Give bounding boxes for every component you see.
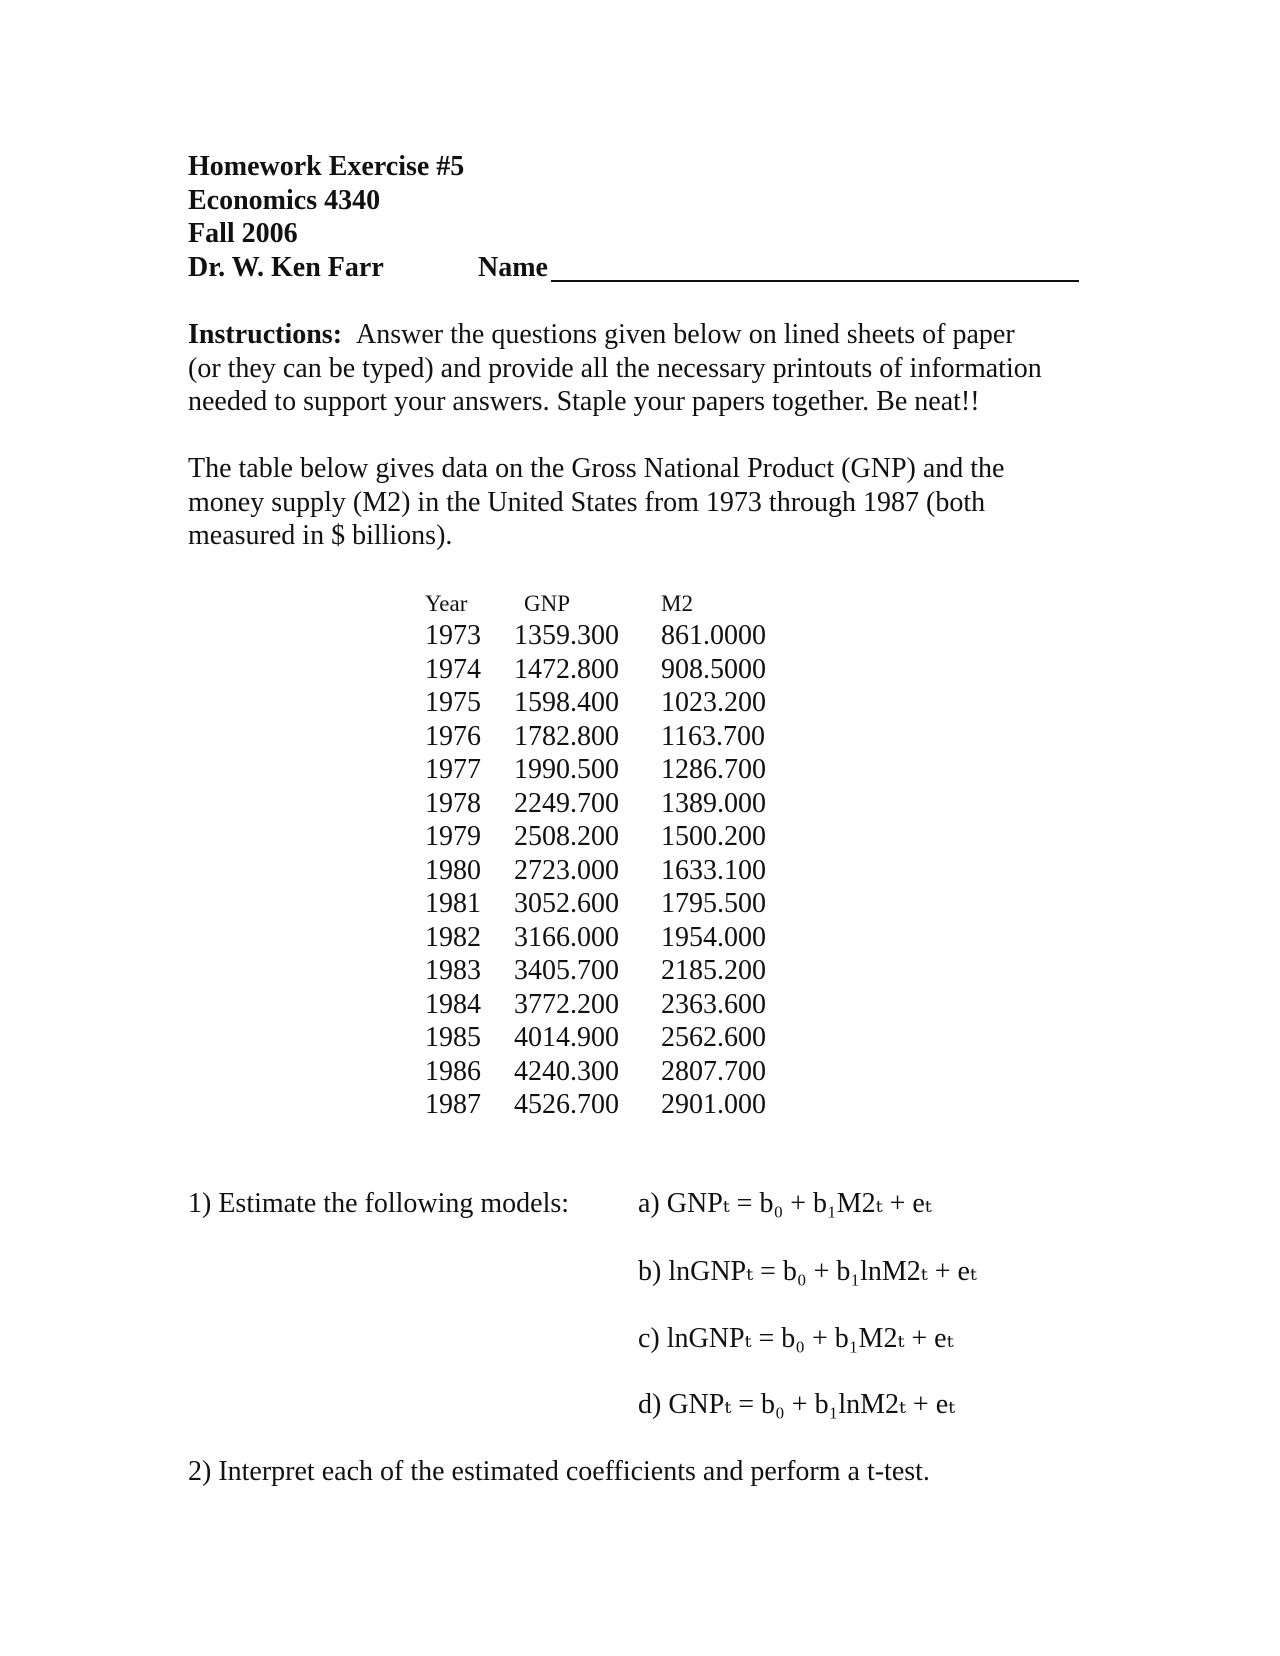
- instructions-text-1: Answer the questions given below on lined sheets of paper: [356, 319, 1015, 350]
- cell-year: 1979: [425, 821, 481, 852]
- cell-gnp: 2508.200: [514, 821, 619, 852]
- header-gnp: GNP: [524, 591, 571, 616]
- cell-year: 1986: [425, 1055, 481, 1087]
- cell-m2: 2807.700: [661, 1055, 766, 1087]
- question-1: 1) Estimate the following models:: [188, 1188, 570, 1219]
- cell-gnp: 4014.900: [514, 1022, 619, 1053]
- model-a: a) GNPₜ = b₀ + b₁M2ₜ + eₜ: [638, 1188, 932, 1219]
- cell-year: 1980: [425, 854, 481, 886]
- instructions-line-3: needed to support your answers. Staple your papers together. Be neat!!: [188, 386, 980, 417]
- cell-m2: 1954.000: [661, 921, 766, 953]
- cell-year: 1976: [425, 720, 481, 752]
- instructions-line-1: [188, 318, 1088, 352]
- cell-m2: 1023.200: [661, 687, 766, 718]
- course-number: Economics 4340: [188, 184, 381, 216]
- instructions-paragraph: [188, 318, 1088, 419]
- cell-m2: 2562.600: [661, 1022, 766, 1053]
- cell-m2: 908.5000: [661, 653, 766, 685]
- document-header: [188, 150, 548, 284]
- cell-year: 1987: [425, 1089, 481, 1120]
- model-c: c) lnGNPₜ = b₀ + b₁M2ₜ + eₜ: [638, 1323, 954, 1354]
- cell-gnp: 3772.200: [514, 988, 619, 1020]
- model-b: b) lnGNPₜ = b₀ + b₁lnM2ₜ + eₜ: [638, 1256, 977, 1287]
- cell-m2: 1286.700: [661, 754, 766, 785]
- instructor-line: [188, 251, 548, 285]
- cell-m2: 1633.100: [661, 854, 766, 886]
- cell-year: 1985: [425, 1022, 481, 1053]
- table-intro-line-1: The table below gives data on the Gross National Product (GNP) and the: [188, 453, 1005, 484]
- cell-year: 1984: [425, 988, 481, 1020]
- cell-m2: 861.0000: [661, 620, 766, 651]
- cell-year: 1981: [425, 888, 481, 919]
- cell-m2: 1163.700: [661, 720, 765, 752]
- model-d: d) GNPₜ = b₀ + b₁lnM2ₜ + eₜ: [638, 1389, 956, 1420]
- cell-gnp: 4526.700: [514, 1089, 619, 1120]
- cell-gnp: 4240.300: [514, 1055, 619, 1087]
- cell-year: 1983: [425, 955, 481, 986]
- cell-gnp: 2249.700: [514, 787, 619, 819]
- cell-year: 1982: [425, 921, 481, 953]
- cell-year: 1974: [425, 653, 481, 685]
- cell-m2: 2185.200: [661, 955, 766, 986]
- cell-gnp: 1782.800: [514, 720, 619, 752]
- cell-year: 1973: [425, 620, 481, 651]
- cell-m2: 1795.500: [661, 888, 766, 919]
- table-intro-line-3: measured in $ billions).: [188, 520, 453, 551]
- assignment-title: Homework Exercise #5: [188, 151, 465, 182]
- cell-gnp: 1359.300: [514, 620, 619, 651]
- cell-gnp: 2723.000: [514, 854, 619, 886]
- table-intro-line-2: money supply (M2) in the United States from 1973 through 1987 (both: [188, 486, 986, 518]
- instructions-label: Instructions:: [188, 319, 343, 350]
- cell-m2: 2901.000: [661, 1089, 766, 1120]
- cell-gnp: 1990.500: [514, 754, 619, 785]
- name-label: Name: [478, 251, 548, 283]
- cell-year: 1977: [425, 754, 481, 785]
- header-year: Year: [425, 591, 468, 616]
- cell-year: 1975: [425, 687, 481, 718]
- cell-m2: 1389.000: [661, 787, 766, 819]
- term: Fall 2006: [188, 218, 298, 249]
- cell-gnp: 3405.700: [514, 955, 619, 986]
- cell-gnp: 3166.000: [514, 921, 619, 953]
- table-intro-paragraph: [188, 452, 1088, 553]
- instructor-name: Dr. W. Ken Farr: [188, 251, 384, 283]
- cell-gnp: 1472.800: [514, 653, 619, 685]
- name-blank-line: [551, 280, 1079, 282]
- cell-m2: 1500.200: [661, 821, 766, 852]
- header-m2: M2: [661, 591, 693, 616]
- cell-gnp: 1598.400: [514, 687, 619, 718]
- cell-m2: 2363.600: [661, 988, 766, 1020]
- cell-year: 1978: [425, 787, 481, 819]
- instructions-line-2: (or they can be typed) and provide all the necessary printouts of information: [188, 352, 1042, 384]
- question-2: 2) Interpret each of the estimated coefficients and perform a t-test.: [188, 1456, 930, 1487]
- cell-gnp: 3052.600: [514, 888, 619, 919]
